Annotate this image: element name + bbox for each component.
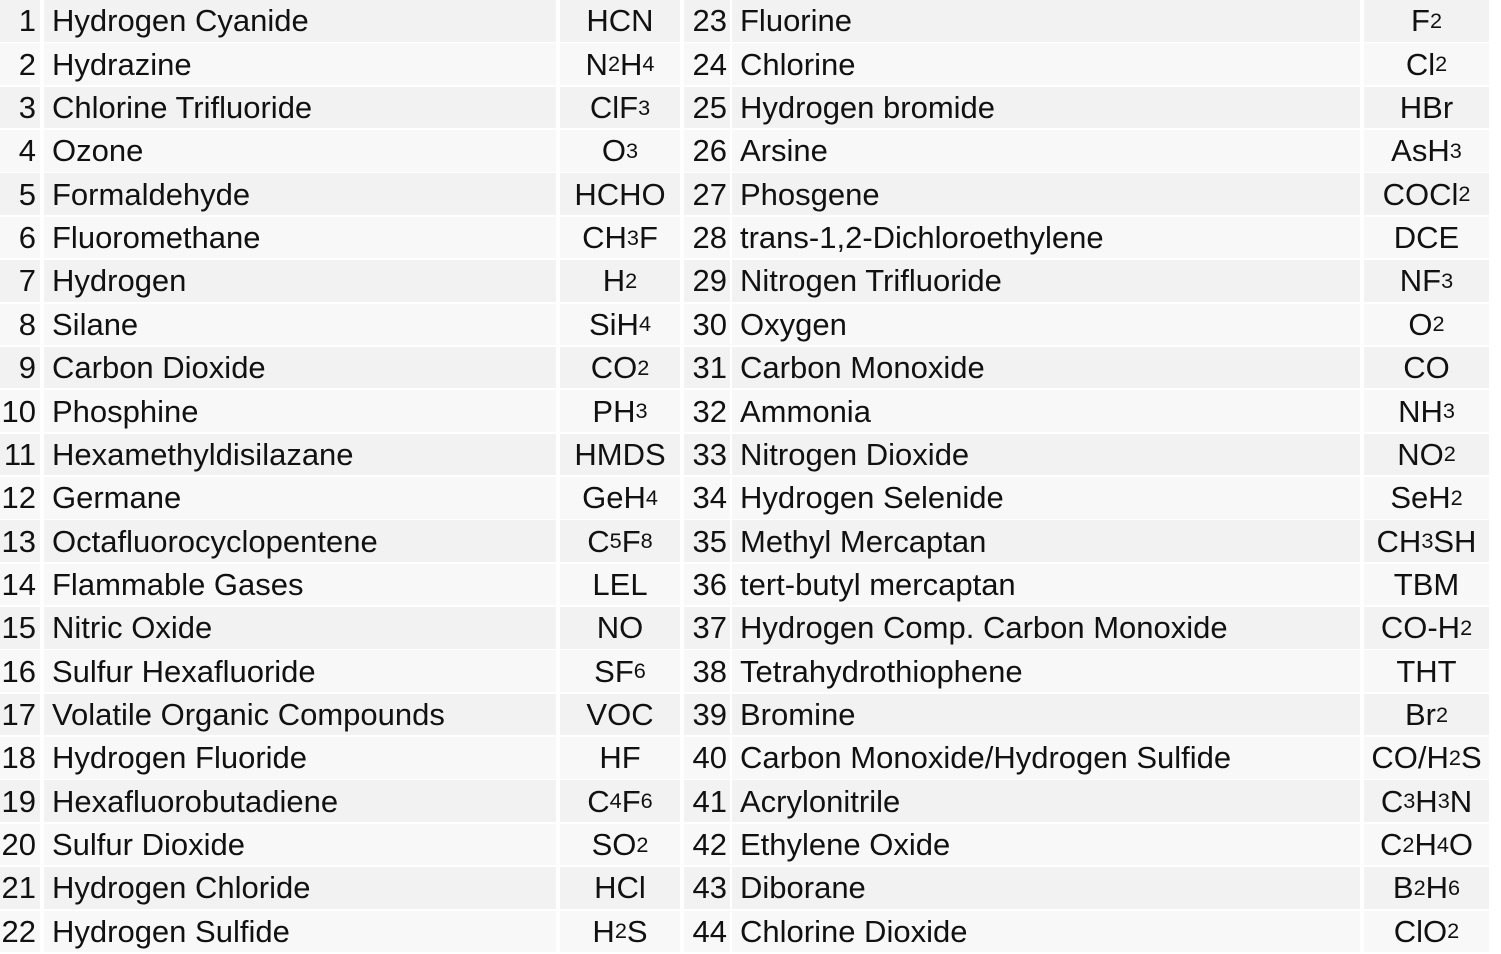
gas-formula bbox=[560, 607, 680, 649]
formula-text: H bbox=[620, 46, 643, 82]
formula-text: ClF bbox=[589, 90, 639, 126]
gas-name: Phosgene bbox=[732, 173, 1360, 215]
formula-text: SiH bbox=[588, 306, 639, 342]
gas-formula: CO/H 2 S bbox=[1364, 737, 1489, 779]
gas-number: 7 bbox=[0, 260, 40, 302]
gas-name: Chlorine Dioxide bbox=[732, 911, 1360, 953]
table-row bbox=[0, 911, 1501, 954]
gas-formula: PH 3 bbox=[560, 390, 680, 432]
table-row bbox=[0, 0, 1501, 43]
table-row bbox=[0, 87, 1501, 130]
gas-formula: ClO 2 bbox=[1364, 911, 1489, 953]
formula-text: N bbox=[1449, 783, 1473, 819]
gas-number: 26 bbox=[684, 130, 730, 172]
formula-text: Br bbox=[1404, 697, 1436, 733]
gas-name: Hydrazine bbox=[44, 43, 556, 85]
formula-text: PH bbox=[592, 393, 636, 429]
formula-text: ClO bbox=[1393, 913, 1448, 949]
formula-text: THT bbox=[1396, 653, 1457, 689]
gas-number: 5 bbox=[0, 173, 40, 215]
gas-number: 34 bbox=[684, 477, 730, 519]
formula-text: S bbox=[1460, 740, 1482, 776]
formula-text: C bbox=[1380, 783, 1404, 819]
formula-text: SF bbox=[594, 653, 634, 689]
table-row bbox=[0, 130, 1501, 173]
gas-formula: CH 3 SH bbox=[1364, 520, 1489, 562]
gas-formula: H 2 bbox=[560, 260, 680, 302]
formula-text: DCE bbox=[1393, 220, 1460, 256]
gas-number: 40 bbox=[684, 737, 730, 779]
gas-name: Fluorine bbox=[732, 0, 1360, 42]
gas-number: 1 bbox=[0, 0, 40, 42]
gas-name: tert-butyl mercaptan bbox=[732, 564, 1360, 606]
gas-formula: GeH 4 bbox=[560, 477, 680, 519]
gas-number: 12 bbox=[0, 477, 40, 519]
gas-formula: O 3 bbox=[560, 130, 680, 172]
gas-formula bbox=[560, 0, 680, 42]
formula-text: VOC bbox=[586, 697, 654, 733]
formula-text: F bbox=[638, 220, 658, 256]
gas-formula: Br 2 bbox=[1364, 694, 1489, 736]
gas-name: Nitric Oxide bbox=[44, 607, 556, 649]
formula-text: CH bbox=[1376, 523, 1422, 559]
formula-text: HCHO bbox=[574, 176, 666, 212]
gas-formula bbox=[1364, 564, 1489, 606]
gas-name: Hydrogen Fluoride bbox=[44, 737, 556, 779]
formula-text: H bbox=[1425, 870, 1449, 906]
formula-text: SH bbox=[1433, 523, 1477, 559]
table-row bbox=[0, 824, 1501, 867]
gas-formula: SF 6 bbox=[560, 650, 680, 692]
formula-text: Cl bbox=[1405, 46, 1436, 82]
table-row bbox=[0, 737, 1501, 780]
formula-text: C bbox=[1379, 827, 1403, 863]
gas-name: Ammonia bbox=[732, 390, 1360, 432]
gas-formula: SiH 4 bbox=[560, 304, 680, 346]
formula-text: CO bbox=[590, 350, 638, 386]
gas-name: Volatile Organic Compounds bbox=[44, 694, 556, 736]
gas-formula: F 2 bbox=[1364, 0, 1489, 42]
formula-text: O bbox=[1448, 827, 1474, 863]
gas-number: 35 bbox=[684, 520, 730, 562]
formula-text: O bbox=[601, 133, 627, 169]
gas-formula: C 4 F 6 bbox=[560, 780, 680, 822]
gas-formula: SO 2 bbox=[560, 824, 680, 866]
gas-number: 38 bbox=[684, 650, 730, 692]
gas-formula: N 2 H 4 bbox=[560, 43, 680, 85]
gas-number: 25 bbox=[684, 87, 730, 129]
gas-number: 9 bbox=[0, 347, 40, 389]
gas-number: 2 bbox=[0, 43, 40, 85]
gas-formula: Cl 2 bbox=[1364, 43, 1489, 85]
gas-formula: NH 3 bbox=[1364, 390, 1489, 432]
table-row bbox=[0, 434, 1501, 477]
gas-formula: H 2 S bbox=[560, 911, 680, 953]
table-row bbox=[0, 304, 1501, 347]
gas-number: 43 bbox=[684, 867, 730, 909]
formula-text: H bbox=[592, 913, 615, 949]
formula-text: H bbox=[602, 263, 626, 299]
gas-formula: COCl 2 bbox=[1364, 173, 1489, 215]
table-row bbox=[0, 43, 1501, 86]
gas-formula: C 3 H 3 N bbox=[1364, 780, 1489, 822]
gas-number: 22 bbox=[0, 911, 40, 953]
gas-formula: C 2 H 4 O bbox=[1364, 824, 1489, 866]
gas-formula bbox=[1364, 217, 1489, 259]
gas-formula bbox=[560, 694, 680, 736]
gas-name: trans-1,2-Dichloroethylene bbox=[732, 217, 1360, 259]
table-row bbox=[0, 217, 1501, 260]
gas-name: Hexafluorobutadiene bbox=[44, 780, 556, 822]
formula-text: H bbox=[1415, 783, 1438, 819]
formula-text: NH bbox=[1398, 393, 1443, 429]
gas-number: 4 bbox=[0, 130, 40, 172]
gas-formula bbox=[1364, 347, 1489, 389]
gas-name: Fluoromethane bbox=[44, 217, 556, 259]
gas-name: Carbon Monoxide bbox=[732, 347, 1360, 389]
gas-name: Tetrahydrothiophene bbox=[732, 650, 1360, 692]
gas-name: Hydrogen bbox=[44, 260, 556, 302]
gas-name: Hydrogen Sulfide bbox=[44, 911, 556, 953]
gas-number: 17 bbox=[0, 694, 40, 736]
gas-name: Hexamethyldisilazane bbox=[44, 434, 556, 476]
gas-name: Arsine bbox=[732, 130, 1360, 172]
table-row bbox=[0, 477, 1501, 520]
gas-number: 11 bbox=[0, 434, 40, 476]
table-row bbox=[0, 867, 1501, 910]
formula-text: CH bbox=[582, 220, 627, 256]
formula-text: HBr bbox=[1399, 90, 1454, 126]
gas-name: Germane bbox=[44, 477, 556, 519]
formula-text: TBM bbox=[1393, 566, 1460, 602]
formula-text: F bbox=[621, 523, 641, 559]
gas-number: 33 bbox=[684, 434, 730, 476]
gas-formula: SeH 2 bbox=[1364, 477, 1489, 519]
gas-number: 37 bbox=[684, 607, 730, 649]
gas-number: 39 bbox=[684, 694, 730, 736]
gas-name: Chlorine bbox=[732, 43, 1360, 85]
gas-formula bbox=[560, 737, 680, 779]
gas-number: 3 bbox=[0, 87, 40, 129]
gas-formula: CH 3 F bbox=[560, 217, 680, 259]
formula-text: NO bbox=[1397, 436, 1444, 472]
gas-number: 15 bbox=[0, 607, 40, 649]
table-row bbox=[0, 260, 1501, 303]
gas-name: Acrylonitrile bbox=[732, 780, 1360, 822]
formula-text: H bbox=[1414, 827, 1437, 863]
gas-formula bbox=[560, 564, 680, 606]
formula-text: COCl bbox=[1382, 176, 1459, 212]
gas-number: 8 bbox=[0, 304, 40, 346]
gas-formula bbox=[1364, 87, 1489, 129]
gas-number: 21 bbox=[0, 867, 40, 909]
gas-name: Carbon Dioxide bbox=[44, 347, 556, 389]
table-row bbox=[0, 347, 1501, 390]
formula-text: NF bbox=[1399, 263, 1442, 299]
table-row bbox=[0, 564, 1501, 607]
gas-name: Sulfur Hexafluoride bbox=[44, 650, 556, 692]
gas-formula bbox=[560, 867, 680, 909]
gas-name: Methyl Mercaptan bbox=[732, 520, 1360, 562]
gas-formula bbox=[1364, 650, 1489, 692]
gas-name: Sulfur Dioxide bbox=[44, 824, 556, 866]
table-row bbox=[0, 520, 1501, 563]
gas-name: Diborane bbox=[732, 867, 1360, 909]
gas-number: 28 bbox=[684, 217, 730, 259]
gas-name: Hydrogen Selenide bbox=[732, 477, 1360, 519]
gas-formula: NO 2 bbox=[1364, 434, 1489, 476]
gas-name: Nitrogen Trifluoride bbox=[732, 260, 1360, 302]
formula-text: CO-H bbox=[1380, 610, 1461, 646]
gas-formula: AsH 3 bbox=[1364, 130, 1489, 172]
gas-number: 19 bbox=[0, 780, 40, 822]
table-row bbox=[0, 694, 1501, 737]
gas-number: 30 bbox=[684, 304, 730, 346]
formula-text: SO bbox=[591, 827, 637, 863]
formula-text: HMDS bbox=[574, 436, 666, 472]
formula-text: N bbox=[585, 46, 608, 82]
gas-formula: O 2 bbox=[1364, 304, 1489, 346]
gas-number: 18 bbox=[0, 737, 40, 779]
gas-name: Hydrogen Cyanide bbox=[44, 0, 556, 42]
gas-formula: CO-H 2 bbox=[1364, 607, 1489, 649]
gas-name: Flammable Gases bbox=[44, 564, 556, 606]
gas-number: 44 bbox=[684, 911, 730, 953]
formula-text: B bbox=[1392, 870, 1414, 906]
formula-text: HCN bbox=[586, 3, 654, 39]
gas-name: Ethylene Oxide bbox=[732, 824, 1360, 866]
gas-name: Hydrogen bromide bbox=[732, 87, 1360, 129]
table-row bbox=[0, 607, 1501, 650]
gas-name: Silane bbox=[44, 304, 556, 346]
gas-name: Nitrogen Dioxide bbox=[732, 434, 1360, 476]
formula-text: CO bbox=[1403, 350, 1450, 386]
formula-text: C bbox=[587, 783, 610, 819]
gas-name: Formaldehyde bbox=[44, 173, 556, 215]
gas-formula: B 2 H 6 bbox=[1364, 867, 1489, 909]
gas-formula: ClF 3 bbox=[560, 87, 680, 129]
formula-text: AsH bbox=[1391, 133, 1450, 169]
table-row bbox=[0, 390, 1501, 433]
formula-text: O bbox=[1408, 306, 1433, 342]
gas-number: 36 bbox=[684, 564, 730, 606]
gas-number: 41 bbox=[684, 780, 730, 822]
gas-number: 27 bbox=[684, 173, 730, 215]
formula-text: NO bbox=[596, 610, 644, 646]
gas-name: Hydrogen Chloride bbox=[44, 867, 556, 909]
gas-number: 10 bbox=[0, 390, 40, 432]
table-row bbox=[0, 173, 1501, 216]
formula-text: GeH bbox=[582, 480, 646, 516]
gas-formula bbox=[560, 434, 680, 476]
gas-number: 20 bbox=[0, 824, 40, 866]
gas-number: 29 bbox=[684, 260, 730, 302]
gas-name: Ozone bbox=[44, 130, 556, 172]
formula-text: S bbox=[626, 913, 648, 949]
gas-name: Hydrogen Comp. Carbon Monoxide bbox=[732, 607, 1360, 649]
gas-number: 24 bbox=[684, 43, 730, 85]
gas-formula: C 5 F 8 bbox=[560, 520, 680, 562]
gas-name: Oxygen bbox=[732, 304, 1360, 346]
table-row bbox=[0, 780, 1501, 823]
formula-text: F bbox=[621, 783, 641, 819]
formula-text: LEL bbox=[592, 566, 648, 602]
gas-formula: CO 2 bbox=[560, 347, 680, 389]
formula-text: SeH bbox=[1390, 480, 1451, 516]
formula-text: HF bbox=[599, 740, 641, 776]
gas-number: 6 bbox=[0, 217, 40, 259]
formula-text: HCl bbox=[594, 870, 646, 906]
formula-text: C bbox=[587, 523, 610, 559]
gas-formula: NF 3 bbox=[1364, 260, 1489, 302]
gas-number: 42 bbox=[684, 824, 730, 866]
gas-name: Carbon Monoxide/Hydrogen Sulfide bbox=[732, 737, 1360, 779]
gas-number: 14 bbox=[0, 564, 40, 606]
gas-formula bbox=[560, 173, 680, 215]
gas-number: 32 bbox=[684, 390, 730, 432]
gas-name: Bromine bbox=[732, 694, 1360, 736]
gas-name: Phosphine bbox=[44, 390, 556, 432]
gas-number: 13 bbox=[0, 520, 40, 562]
table-row bbox=[0, 650, 1501, 693]
formula-text: CO/H bbox=[1371, 740, 1449, 776]
gas-name: Octafluorocyclopentene bbox=[44, 520, 556, 562]
gas-number: 16 bbox=[0, 650, 40, 692]
gas-number: 23 bbox=[684, 0, 730, 42]
gas-name: Chlorine Trifluoride bbox=[44, 87, 556, 129]
formula-text: F bbox=[1411, 3, 1430, 39]
gas-number: 31 bbox=[684, 347, 730, 389]
